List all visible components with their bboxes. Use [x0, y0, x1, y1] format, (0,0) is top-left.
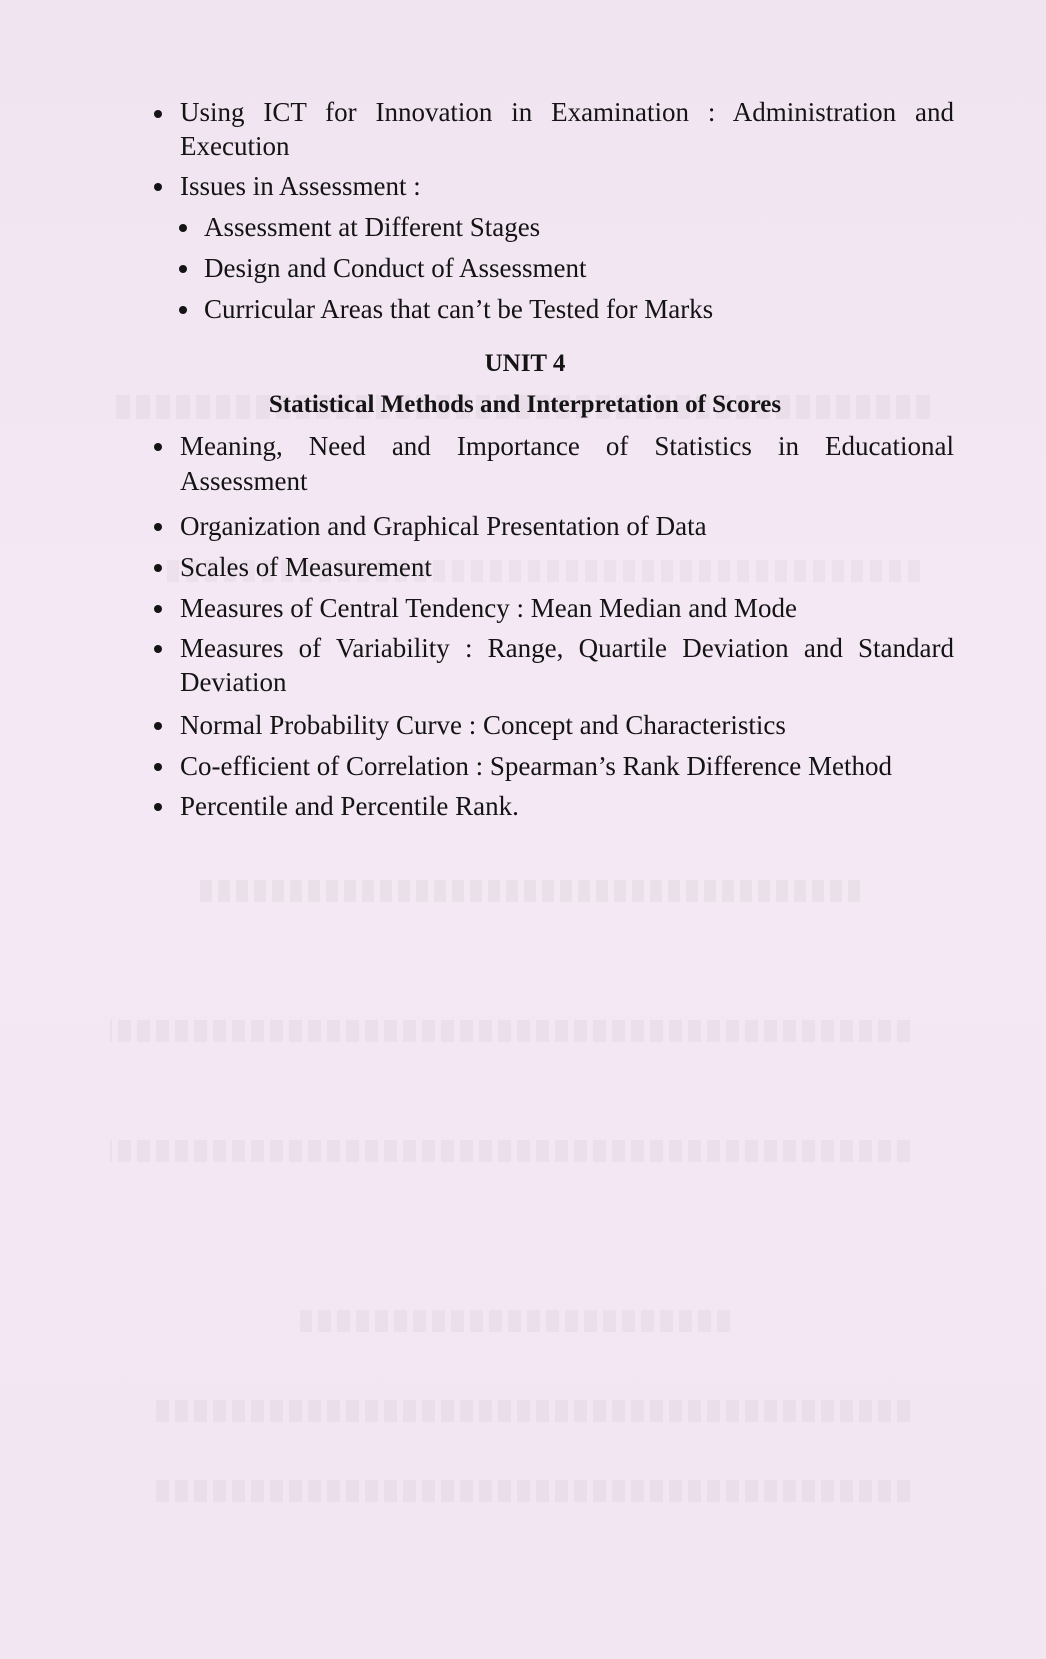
list-item [180, 632, 954, 664]
list-item [180, 709, 786, 741]
bullet-icon [154, 443, 162, 451]
list-item [180, 750, 892, 782]
bullet-icon [179, 224, 187, 232]
list-item-text: Design and Conduct of Assessment [204, 253, 587, 283]
list-item-text: Using ICT for Innovation in Examination : Administration and [180, 97, 954, 127]
bullet-icon [154, 605, 162, 613]
unit-title: Statistical Methods and Interpretation of Scores [268, 391, 782, 418]
bullet-icon [154, 645, 162, 653]
bullet-icon [154, 803, 162, 811]
list-item-text: Measures of Central Tendency : Mean Median and Mode [180, 593, 797, 623]
bullet-icon [154, 722, 162, 730]
list-item [180, 510, 707, 542]
list-item-text: Scales of Measurement [180, 552, 432, 582]
list-item-continuation [180, 130, 289, 162]
list-item-continuation [180, 465, 308, 497]
sub-list-item [204, 293, 713, 325]
list-item [180, 592, 797, 624]
list-item-text: Meaning, Need and Importance of Statistics in Educational [180, 431, 954, 461]
bullet-icon [179, 265, 187, 273]
list-item [180, 430, 954, 462]
bullet-icon [179, 306, 187, 314]
list-item-text: Percentile and Percentile Rank. [180, 791, 519, 821]
unit-label: UNIT 4 [484, 350, 566, 377]
list-item-continuation [180, 666, 286, 698]
list-item-text: Assessment [180, 466, 308, 496]
list-item-text: Curricular Areas that can’t be Tested for Marks [204, 294, 714, 324]
bullet-icon [154, 763, 162, 771]
list-item-text: Organization and Graphical Presentation of Data [180, 511, 707, 541]
list-item [180, 96, 954, 128]
list-item-text: Assessment at Different Stages [204, 212, 541, 242]
list-item-text: Co-efficient of Correlation : Spearman’s Rank Difference Method [180, 751, 893, 781]
list-item-text: Deviation [180, 667, 287, 697]
bullet-icon [154, 564, 162, 572]
sub-list-item [204, 211, 540, 243]
list-item-text: Measures of Variability : Range, Quartile Deviation and Standard [180, 633, 954, 663]
bullet-icon [154, 523, 162, 531]
sub-list-item [204, 252, 586, 284]
list-item [180, 170, 421, 202]
bullet-icon [154, 110, 162, 118]
list-item [180, 790, 519, 822]
list-item-text: Normal Probability Curve : Concept and Characteristics [180, 710, 786, 740]
list-item-text: Execution [180, 131, 290, 161]
list-item [180, 551, 432, 583]
bullet-icon [154, 183, 162, 191]
list-item-text: Issues in Assessment : [180, 171, 421, 201]
